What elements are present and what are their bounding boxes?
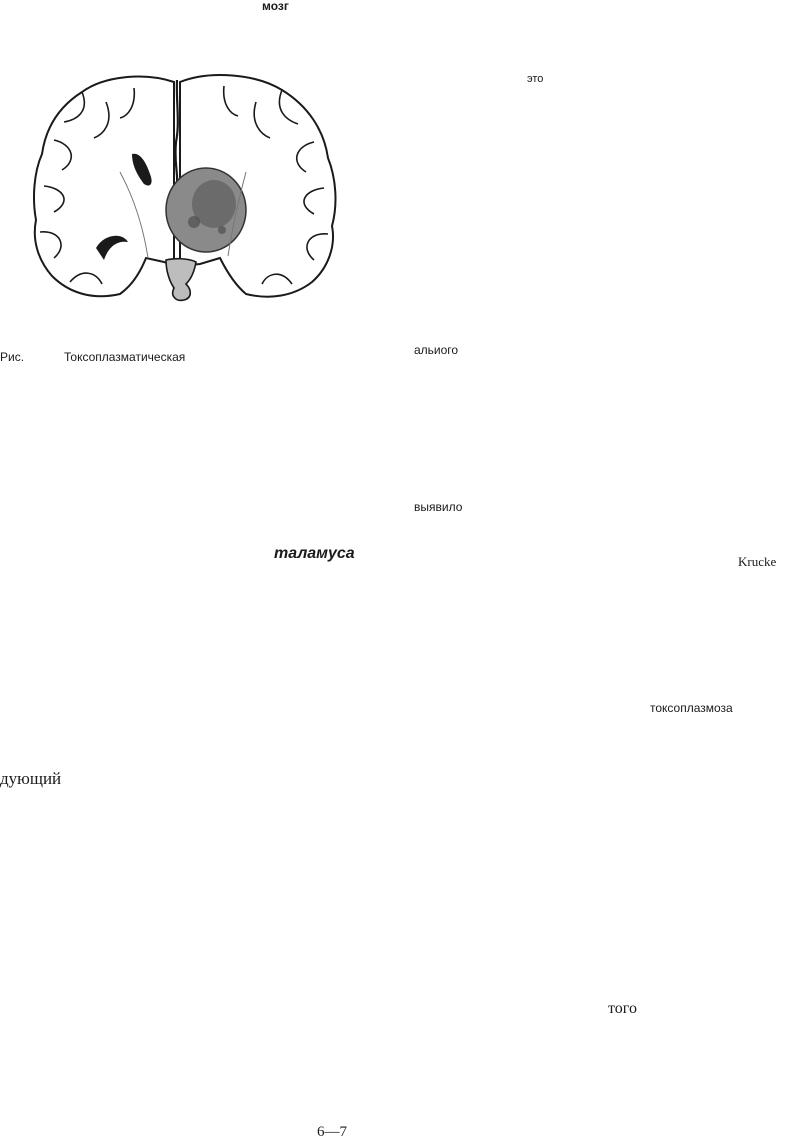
fragment-talamusa: таламуса: [274, 545, 355, 562]
fragment-toksoplazmoza: токсоплазмоза: [650, 701, 733, 715]
fragment-mozg: мозг: [262, 0, 289, 13]
fragment-alnogo: альиого: [414, 343, 459, 357]
fragment-togo: того: [608, 1000, 637, 1017]
caption-text: Токсоплазматическая: [64, 350, 186, 364]
fragment-vyyavilo: выявило: [414, 500, 463, 514]
brain-coronal-section-figure: [24, 62, 348, 310]
brain-coronal-section-icon: [24, 62, 348, 310]
caption-prefix: Рис.: [0, 350, 25, 364]
fragment-duyushchiy: дующий: [0, 769, 62, 788]
page-number: 6—7: [317, 1124, 347, 1140]
fragment-krucke: Krucke: [738, 554, 777, 569]
fragment-eto: это: [527, 73, 544, 85]
